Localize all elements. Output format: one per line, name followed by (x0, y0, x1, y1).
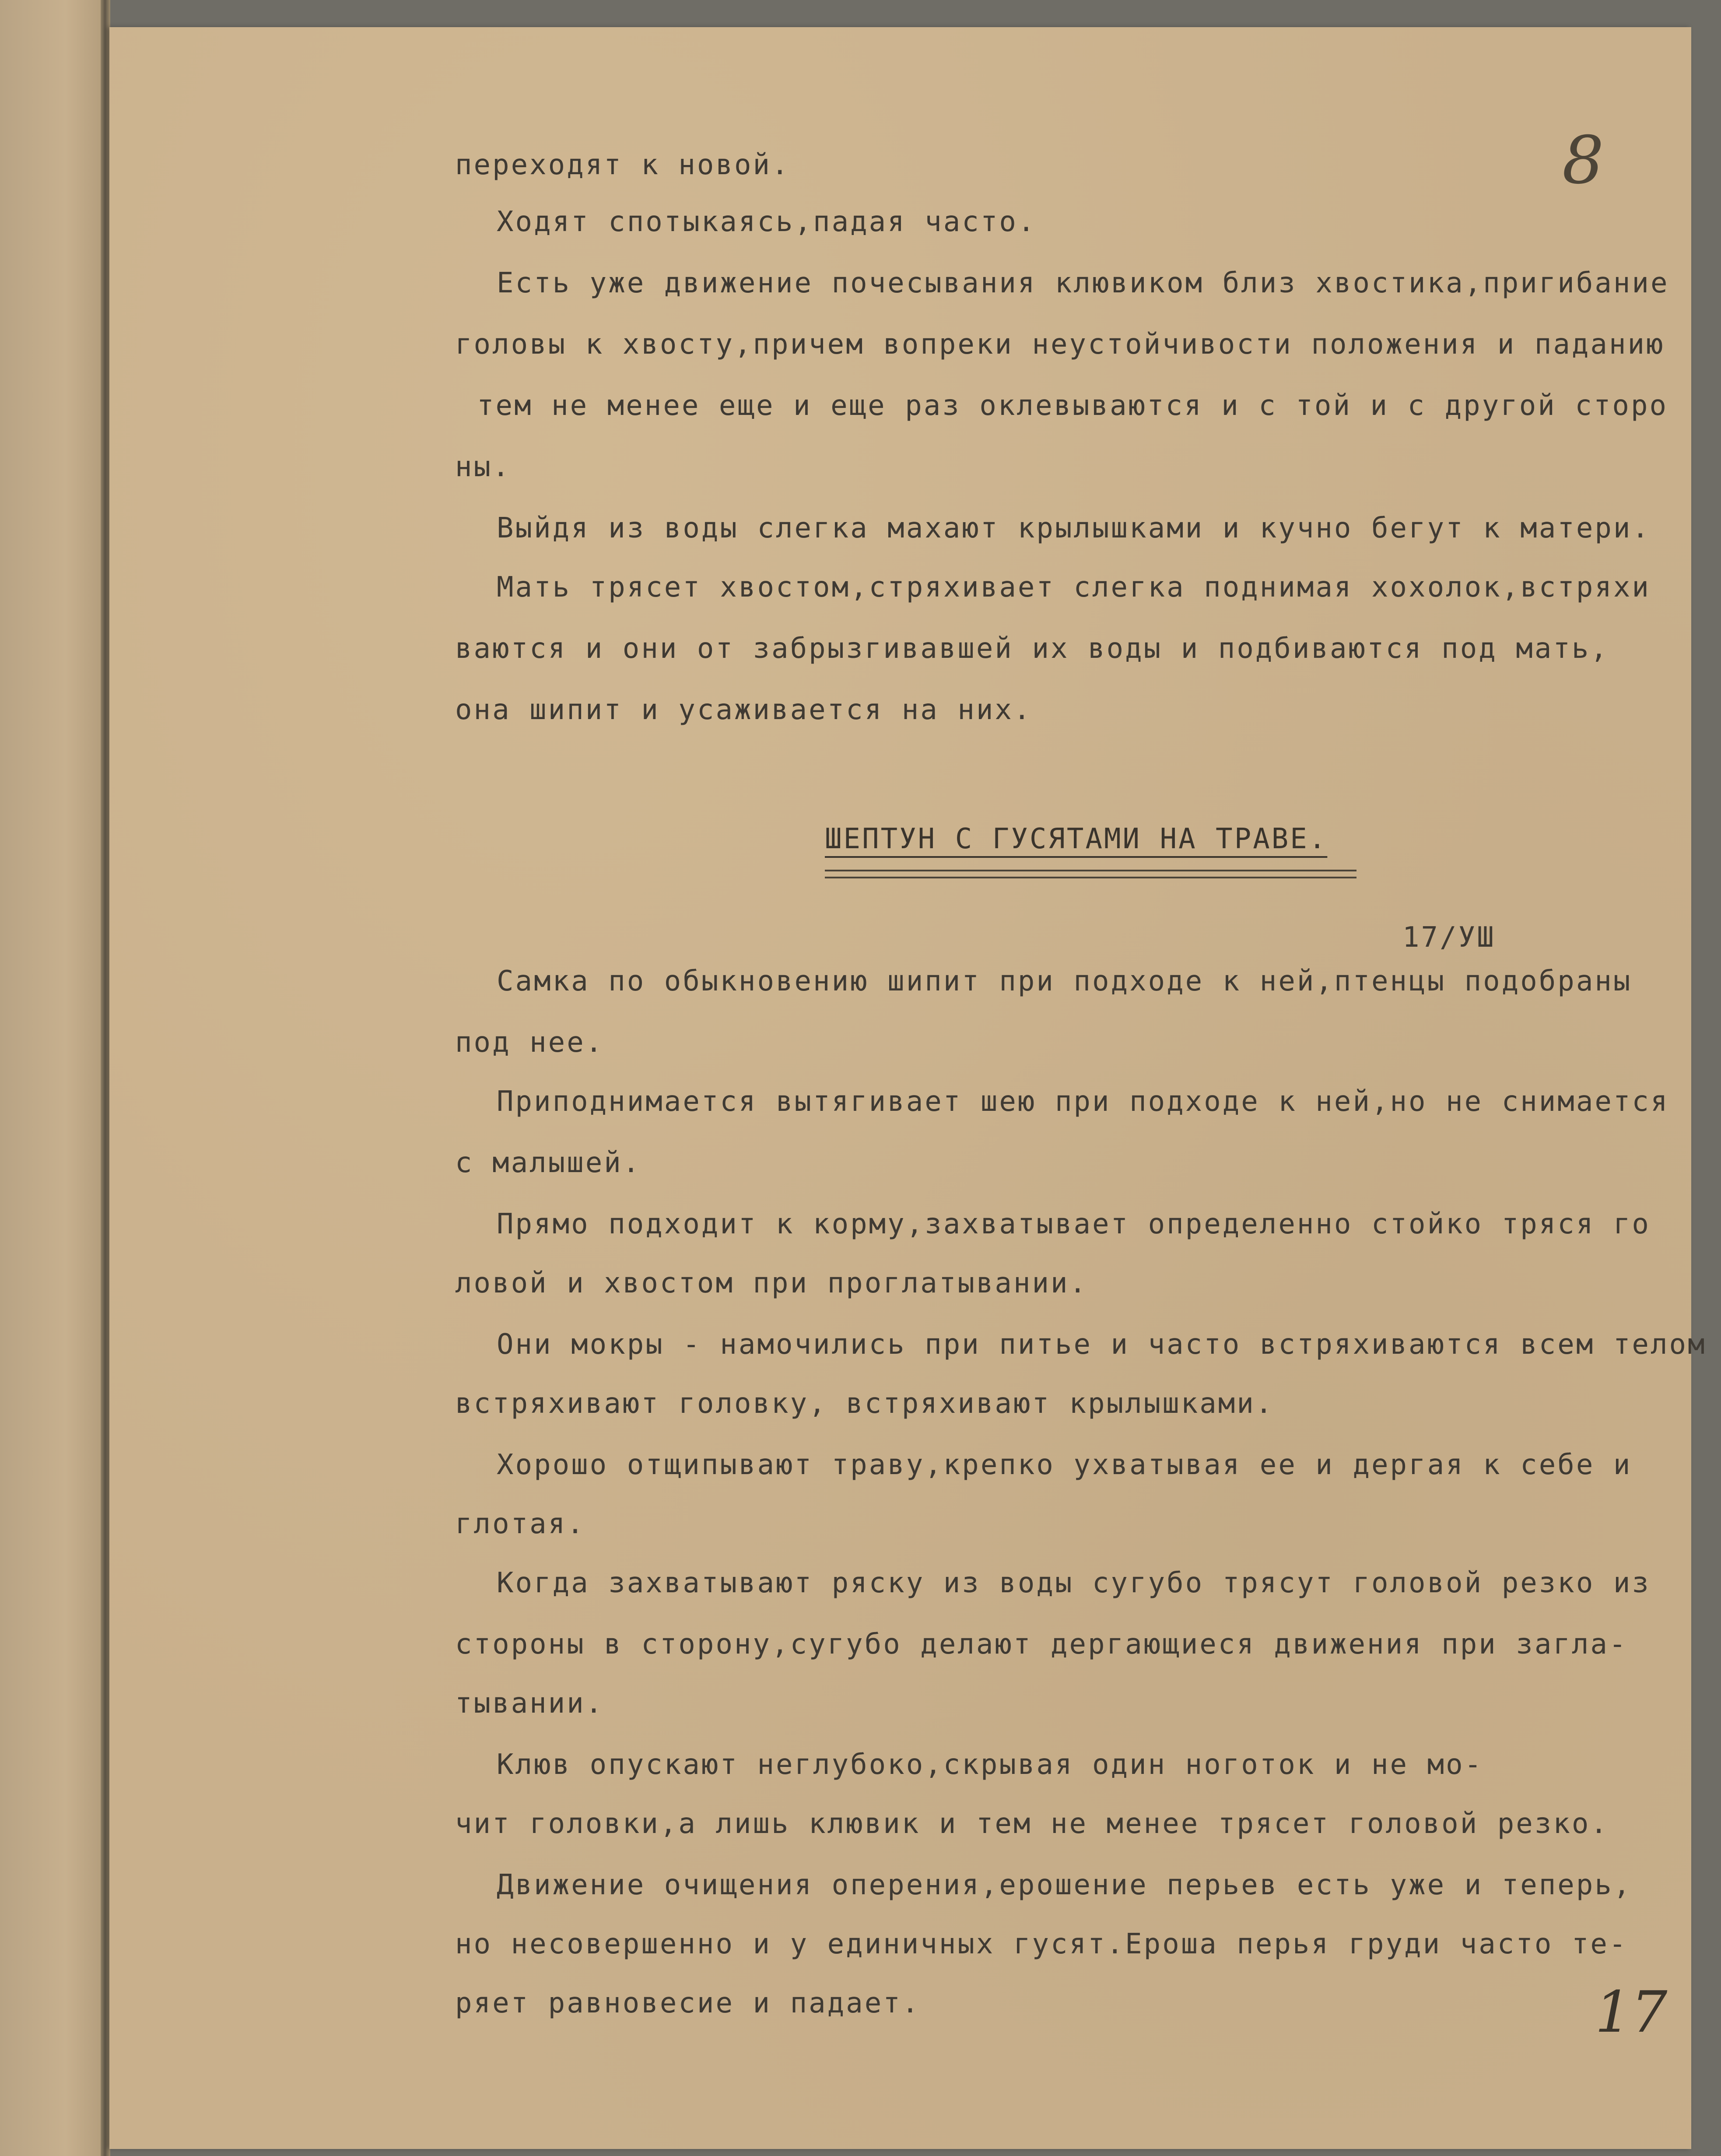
text-line: ловой и хвостом при проглатывании. (455, 1267, 1088, 1299)
text-line: Есть уже движение почесывания клювиком близ хвостика,пригибание (497, 267, 1669, 299)
text-line: под нее. (455, 1026, 604, 1059)
text-line: Мать трясет хвостом,стряхивает слегка поднимая хохолок,встряхи (497, 571, 1651, 604)
text-line: головы к хвосту,причем вопреки неустойчивости положения и паданию (455, 328, 1665, 361)
handwritten-folio-mark: 8 (1562, 123, 1604, 199)
text-line: Движение очищения оперения,ерошение перьев есть уже и теперь, (497, 1869, 1632, 1901)
text-line: но несовершенно и у единичных гусят.Ероша перья груди часто те- (455, 1928, 1628, 1960)
text-line: тывании. (455, 1687, 604, 1720)
text-line: она шипит и усаживается на них. (455, 694, 1032, 726)
text-line: Ходят спотыкаясь,падая часто. (497, 206, 1037, 238)
text-line: ны. (455, 451, 511, 483)
text-line: встряхивают головку, встряхивают крылышками. (455, 1387, 1274, 1420)
heading-double-rule (825, 870, 1356, 878)
text-line: Прямо подходит к корму,захватывает определенно стойко тряся го (497, 1208, 1651, 1240)
text-line: Самка по обыкновению шипит при подходе к ней,птенцы подобраны (497, 965, 1632, 997)
text-line: Выйдя из воды слегка махают крылышками и кучно бегут к матери. (497, 512, 1651, 544)
text-line: Клюв опускают неглубоко,скрывая один ноготок и не мо- (497, 1749, 1483, 1781)
text-line: переходят к новой. (455, 149, 790, 181)
text-line: ряет равновесие и падает. (455, 1987, 921, 2019)
text-line: с малышей. (455, 1147, 641, 1179)
text-line: Когда захватывают ряску из воды сугубо трясут головой резко из (497, 1567, 1651, 1599)
text-line: Они мокры - намочились при питье и часто встряхиваются всем телом (497, 1328, 1707, 1361)
text-line: ваются и они от забрызгивавшей их воды и подбиваются под мать, (455, 632, 1609, 665)
text-line: Хорошо отщипывают траву,крепко ухватывая ее и дергая к себе и (497, 1449, 1632, 1481)
text-line: глотая. (455, 1508, 585, 1540)
entry-date: 17/УШ (1402, 921, 1496, 954)
typewritten-page (109, 27, 1707, 2149)
section-heading: ШЕПТУН С ГУСЯТАМИ НА ТРАВЕ. (825, 823, 1328, 855)
text-line: чит головки,а лишь клювик и тем не менее трясет головой резко. (455, 1808, 1609, 1840)
left-page-edge (0, 0, 104, 2156)
text-line: Приподнимается вытягивает шею при подходе к ней,но не снимается (497, 1085, 1669, 1118)
handwritten-page-number: 17 (1595, 1979, 1668, 2045)
text-line: стороны в сторону,сугубо делают дергающиеся движения при загла- (455, 1628, 1628, 1661)
text-line: тем не менее еще и еще раз оклевываются и с той и с другой сторо (477, 390, 1668, 422)
page-fold (101, 0, 110, 2156)
